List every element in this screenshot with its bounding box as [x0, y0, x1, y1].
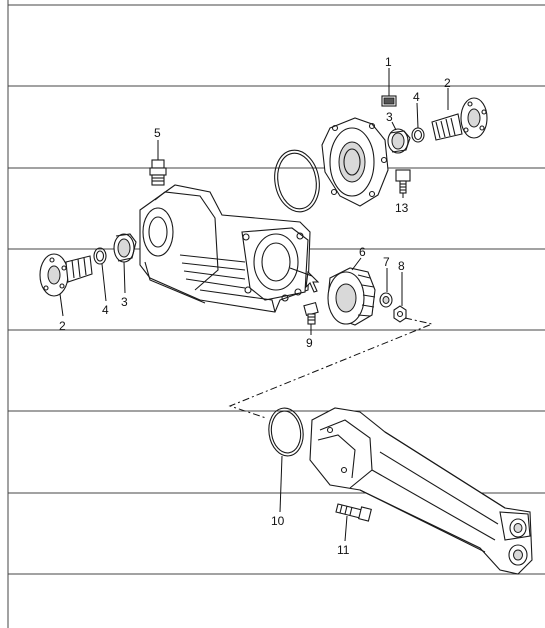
drive-flange-part-2-left: [40, 254, 92, 296]
callout-11: 11: [337, 543, 350, 557]
circlip-part-4-upper: [412, 128, 424, 142]
callout-1: 1: [385, 55, 392, 69]
callout-6: 6: [359, 245, 366, 259]
nut-part-8: [394, 306, 406, 322]
side-cover-flange: [322, 118, 388, 206]
output-gear-part-6: [328, 268, 375, 325]
breather-valve-part-5: [150, 160, 166, 185]
washer-part-7: [380, 293, 392, 307]
assembly-leader-line: [230, 318, 432, 418]
callout-13: 13: [395, 201, 409, 215]
sender-part-9: [304, 303, 318, 324]
o-ring-upper: [270, 147, 324, 216]
bolt-part-11: [336, 504, 371, 521]
circlip-part-4-left: [94, 248, 106, 264]
seal-part-3-upper: [388, 129, 410, 153]
callout-2-upper: 2: [444, 76, 451, 90]
callout-9: 9: [306, 336, 313, 350]
callout-7: 7: [383, 255, 390, 269]
callout-5: 5: [154, 126, 161, 140]
callout-3-upper: 3: [386, 110, 393, 124]
drive-flange-part-2-upper: [432, 98, 487, 140]
callout-2-left: 2: [59, 319, 66, 333]
callout-3-left: 3: [121, 295, 128, 309]
bolt-part-13: [396, 170, 410, 193]
callout-4-left: 4: [102, 303, 109, 317]
plug-part-1: [382, 96, 396, 106]
callout-8: 8: [398, 259, 405, 273]
callout-10: 10: [271, 514, 285, 528]
callout-4-upper: 4: [413, 90, 420, 104]
seal-part-3-left: [114, 234, 136, 262]
o-ring-part-10: [266, 406, 306, 458]
